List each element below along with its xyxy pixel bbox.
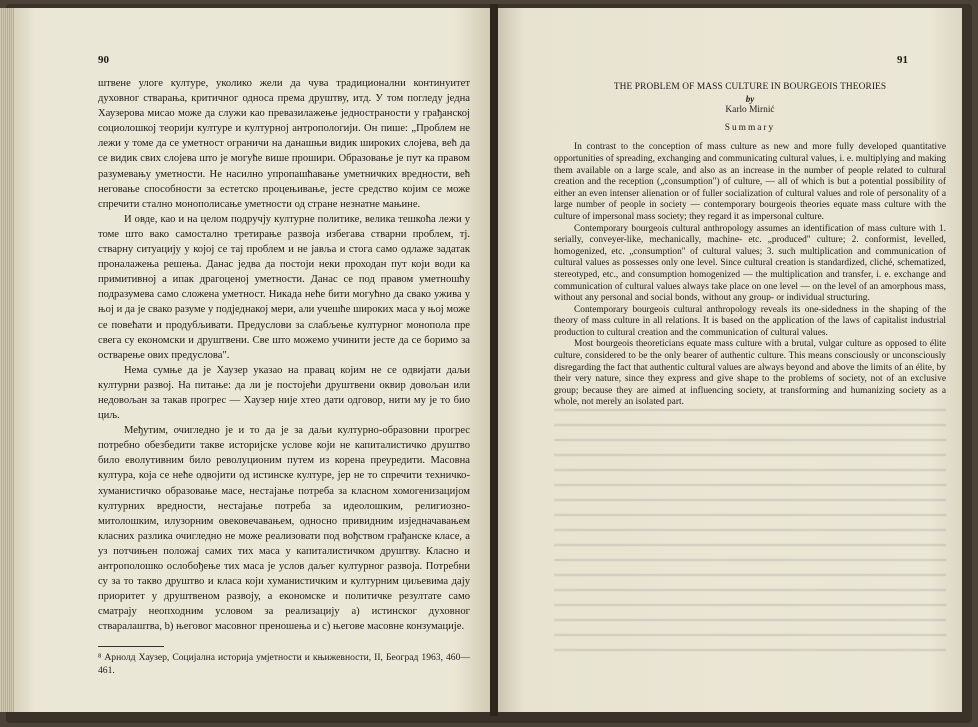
left-paragraph-2: И овде, као и на целом подручју културне политике, велика тешкоћа лежи у томе што вако самостално третирање развоја избегава стварни проблем, тј. стварну ситуацију у којој се тај проблем и не јавља и стога само одлаже задатак проналажења решења. Данас једва да постоји неки проходан пут који води ка примитивној а ипак драгоценој уметности. Данас се под правом уметношћу подразумева само сложена уметност. Никада неће бити могућно да свако ужива у њој и да је свако разуме у подједнакој мери, али учешће широких маса у њој може се повећати и продубљивати. Предуслови за слабљење културног монопола пре свега су економски и друштвени. Све што можемо учинити јесте да се боримо за остварење ових предуслова". [98,213,470,361]
right-paragraph-3: Contemporary bourgeois cultural anthropology reveals its one-sidedness in the shaping of the theory of mass culture in all relations. It is based on the application of the laws of capitalist industrial production to cultural creation and the communication of cultural values. [554,304,946,338]
book-gutter [490,4,498,716]
left-paragraph-4: Међутим, очигледно је и то да је за даљи културно-образовни прогрес потребно обезбедити такве историјске услове који не капиталистичко друштво било еволутивним било револуционим путем из корена преуредити. Масовна култура, која се неће одвојити од истинске културе, јер не то спречити техничко-хуманистичко образовање масе, нестајање потреба за класном хомогенизацијом културних вредности, нестајање потреба за идеолошким, религиозно-митолошким, илузорним овековечавањем, односно привидним изједначавањем класних разлика очигледно не може реализовати под вођством грађанске класе, а уз потчињен положај самих тих маса у капиталистичком друштву. Класно и антрополошко ослобођење тих маса је услов даљег културног развоја. Потребни су за то такво друштво и класа који хуманистичким и културним циљевима дају приоритет у друштвеном развоју, а економске и политичке резултате само сматрају неопходним условом за реализацију а) истинског духовног стваралаштва, b) његовог масовног преношења и с) његове масовне конзумације. [98,425,470,633]
footnote: ⁸ Арнолд Хаузер, Социјална историја умјетности и књижевности, II, Београд 1963, 460—461. [98,652,470,677]
right-paragraph-1: In contrast to the conception of mass culture as new and more fully developed quantitative opportunities of spreading, exchanging and communicating cultural values, i. e. multiplying and making them available on a large scale, and also as an increase in the number of people related to cultural creation and the reception („consumption") of culture, — all of which is but a potential possibility of either an even intenser alienation or of fuller socialization of cultural values and role of personality of a large number of people in society — contemporary bourgeois theories equate mass culture with the culture of impersonal mass society; they regard it as impersonal culture. [554,142,946,222]
right-page [498,8,962,712]
footnote-rule [98,646,164,647]
left-page-body [98,76,470,677]
article-title: THE PROBLEM OF MASS CULTURE IN BOURGEOIS THEORIES [613,82,887,92]
left-paragraph-3: Нема сумње да је Хаузер указао на правац којим не се одвијати даљи културни развој. На питање: да ли је постојећи друштвени оквир довољан или недовољан за такав прогрес — Хаузер није хтео дати одговор, нити му је то био циљ. [98,364,470,422]
byline: by [745,93,755,104]
page-edges [0,8,14,712]
left-page [14,8,491,712]
right-paragraph-2: Contemporary bourgeois cultural anthropology assumes an identification of mass culture with 1. serially, conveyer-like, mechanically, machine- etc. „produced" culture; 2. conformist, levelled, homogenized, etc. „consumption" of cultural values; 3. such multiplication and communication of cultural values as possesses only one level. Since cultural creation is standardized, cliché, schematized, stereotyped, etc., and consumption homogenized — the multiplication and transfer, i. e. exchange and communication of cultural values always take place on one level — on the level of an amorphous mass, without any personal and social bonds, without any group- or individual structuring. [554,223,946,304]
section-heading: Summary [724,122,776,133]
show-through-text [554,400,946,660]
right-page-number: 91 [897,54,908,66]
author-name: Karlo Mirnić [725,105,775,116]
left-paragraph-1: штвене улоге културе, уколико жели да чува традиционални континуитет духовног стварања, критичног односа према друштву, итд. У том погледу једна Хаузерова мисао може да служи као превазилажење једностраности у грађанској социолошкој теорији културе и културној антропологији. Он пише: „Проблем не лежи у томе да се уметност ограничи на данашњи видик широких слојева, већ да се видик свих слојева што је могуће више прошири. Образовање је пут ка правом разумевању уметности. Не насилно упропашћавање уметничких вредности, већ неговање способности за естетско процењивање, јесте средство којим се може спречити стално монополисање уметности од стране незнатне мањине. [98,78,470,210]
right-paragraph-4: Most bourgeois theoreticians equate mass culture with a brutal, vulgar culture as opposed to élite culture, considered to be the only bearer of authentic culture. This means consciously or unconsciously disregarding the fact that authentic cultural values are always beyond and above the limits of an élite, by their very nature, since they express and give shape to the problems of society, not of an exclusive group; because they are aimed at influencing society, at transforming and humanizing society as a whole, not merely an isolated part. [554,339,946,408]
left-page-number: 90 [98,54,109,66]
right-page-body [554,82,946,409]
